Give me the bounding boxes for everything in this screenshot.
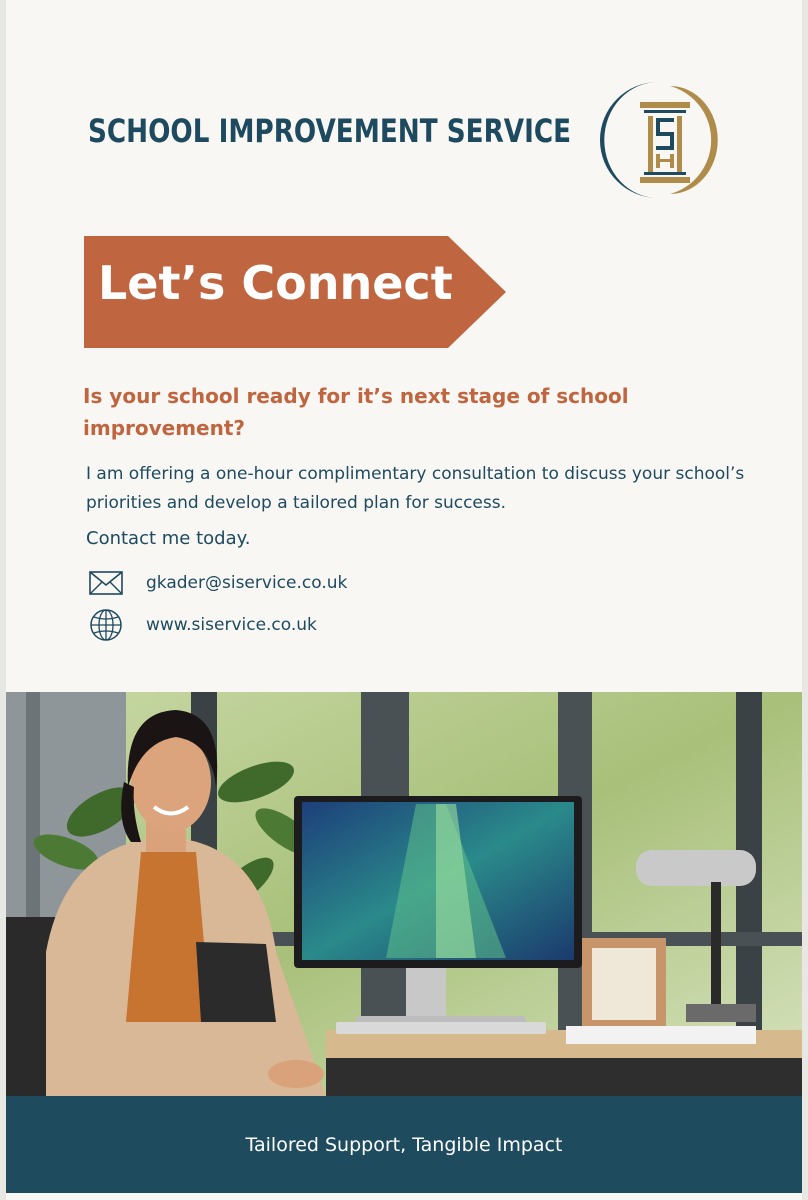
pillar-crescent-logo-icon — [596, 78, 724, 202]
contact-cta: Contact me today. — [86, 528, 251, 549]
envelope-icon — [88, 568, 124, 598]
flyer — [6, 0, 802, 1200]
brand-title: SCHOOL IMPROVEMENT SERVICE — [88, 112, 572, 150]
website-row[interactable] — [88, 610, 317, 640]
email-row[interactable] — [88, 568, 347, 598]
headline: Is your school ready for it’s next stage of school improvement? — [83, 384, 629, 440]
footer-bar — [6, 1096, 802, 1193]
banner-title: Let’s Connect — [98, 256, 453, 310]
email-link[interactable]: gkader@siservice.co.uk — [146, 573, 348, 593]
footer-tagline: Tailored Support, Tangible Impact — [245, 1133, 563, 1156]
website-link[interactable]: www.siservice.co.uk — [146, 615, 317, 635]
photo-woman-at-desk — [6, 692, 802, 1096]
description: I am offering a one-hour complimentary consultation to discuss your school’s priorities and develop a tailored plan for success. — [86, 464, 745, 513]
globe-icon — [88, 610, 124, 640]
